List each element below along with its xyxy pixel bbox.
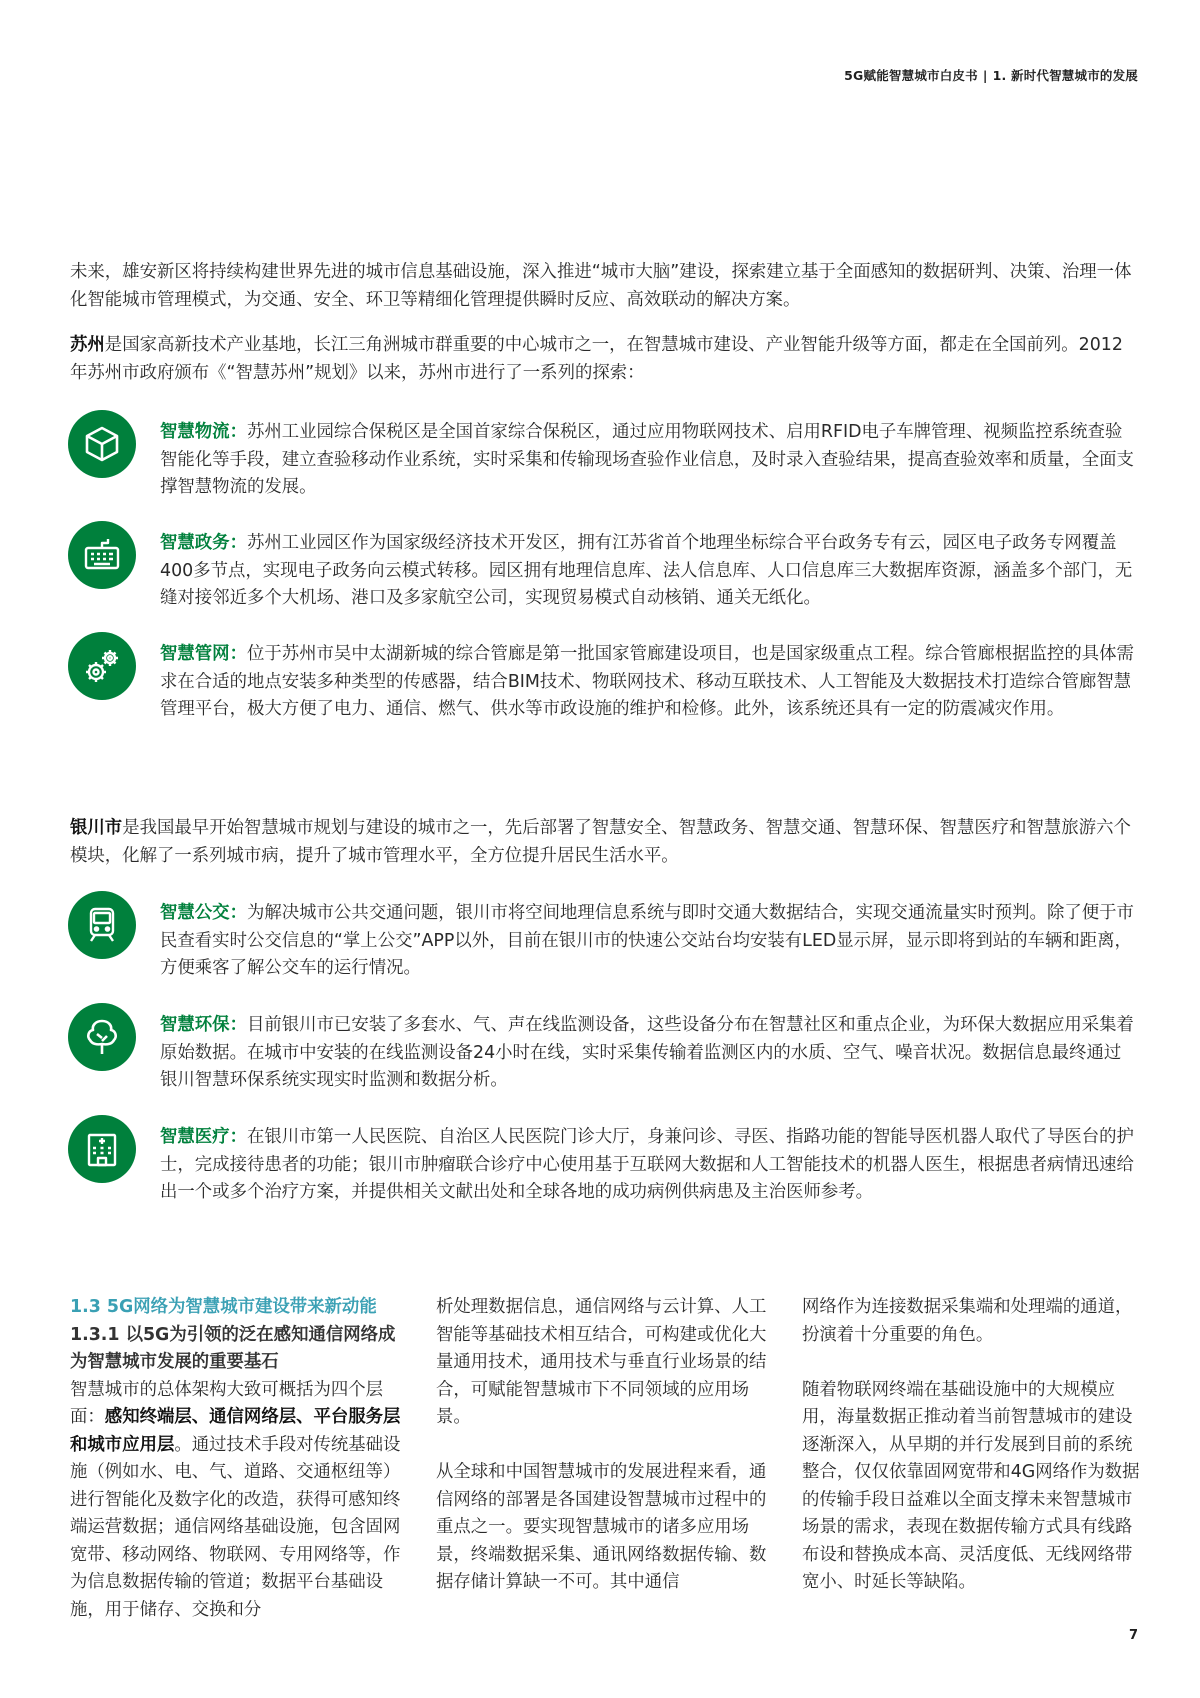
item-title: 智慧管网： — [160, 644, 247, 664]
page-number: 7 — [1128, 1628, 1138, 1643]
running-header — [844, 66, 1138, 84]
item-title: 智慧政务： — [160, 533, 247, 553]
item-body: 苏州工业园综合保税区是全国首家综合保税区，通过应用物联网技术、启用RFID电子车牌管理、视频监控系统查验智能化等手段，建立查验移动作业系统，实时采集和传输现场查验作业信息，及时录入查验结果，提高查验效率和质量，全面支撑智慧物流的发展。 — [160, 422, 1134, 497]
suzhou-paragraph — [70, 332, 1136, 387]
item-body: 为解决城市公共交通问题，银川市将空间地理信息系统与即时交通大数据结合，实现交通流量实时预判。除了便于市民查看实时公交信息的“掌上公交”APP以外，目前在银川市的快速公交站台均安装有LED显示屏，显示即将到站的车辆和距离，方便乘客了解公交车的运行情况。 — [160, 903, 1134, 978]
suzhou-text: 是国家高新技术产业基地，长江三角洲城市群重要的中心城市之一，在智慧城市建设、产业智能升级等方面，都走在全国前列。2012年苏州市政府颁布《“智慧苏州”规划》以来，苏州市进行了一系列的探索： — [70, 335, 1123, 383]
col1-text-b: 。通过技术手段对传统基础设施（例如水、电、气、道路、交通枢纽等）进行智能化及数字化的改造，获得可感知终端运营数据；通信网络基础设施，包含固网宽带、移动网络、物联网、专用网络等，作为信息数据传输的管道；数据平台基础设施，用于储存、交换和分 — [70, 1434, 401, 1620]
box-icon — [68, 410, 136, 478]
col2-paragraph-2: 从全球和中国智慧城市的发展进程来看，通信网络的部署是各国建设智慧城市过程中的重点之一。要实现智慧城市的诸多应用场景，终端数据采集、通讯网络数据传输、数据存储计算缺一不可。其中通信 — [436, 1462, 767, 1592]
item-title: 智慧物流： — [160, 422, 247, 442]
item-text — [160, 641, 1138, 724]
tree-icon — [68, 1003, 136, 1071]
item-body: 苏州工业园区作为国家级经济技术开发区，拥有江苏省首个地理坐标综合平台政务专有云，园区电子政务专网覆盖400多节点，实现电子政务向云模式转移。园区拥有地理信息库、法人信息库、人口信息库三大数据库资源，涵盖多个部门，无缝对接邻近多个大机场、港口及多家航空公司，实现贸易模式自动核销、通关无纸化。 — [160, 533, 1133, 608]
item-body: 在银川市第一人民医院、自治区人民医院门诊大厅，身兼问诊、寻医、指路功能的智能导医机器人取代了导医台的护士，完成接待患者的功能；银川市肿瘤联合诊疗中心使用基于互联网大数据和人工智能技术的机器人医生，根据患者病情迅速给出一个或多个治疗方案，并提供相关文献出处和全球各地的成功病例供病患及主治医师参考。 — [160, 1127, 1134, 1202]
item-body: 目前银川市已安装了多套水、气、声在线监测设备，这些设备分布在智慧社区和重点企业，为环保大数据应用采集着原始数据。在城市中安装的在线监测设备24小时在线，实时采集传输着监测区内的水质、空气、噪音状况。数据信息最终通过银川智慧环保系统实现实时监测和数据分析。 — [160, 1015, 1134, 1090]
section-col1-text — [70, 1377, 408, 1625]
bus-icon — [68, 891, 136, 959]
suzhou-name: 苏州 — [70, 335, 105, 355]
yinchuan-text: 是我国最早开始智慧城市规划与建设的城市之一，先后部署了智慧安全、智慧政务、智慧交通、智慧环保、智慧医疗和智慧旅游六个模块，化解了一系列城市病，提升了城市管理水平，全方位提升居民生活水平。 — [70, 818, 1131, 866]
item-title: 智慧环保： — [160, 1015, 247, 1035]
col1-text-bold: 感知终端层、通信网络层、平台服务层和城市应用层 — [70, 1407, 401, 1455]
section-title: 1.3 5G网络为智慧城市建设带来新动能 — [70, 1297, 377, 1317]
col3-paragraph-2: 随着物联网终端在基础设施中的大规模应用，海量数据正推动着当前智慧城市的建设逐渐深入，从早期的并行发展到目前的系统整合，仅仅依靠固网宽带和4G网络作为数据的传输手段日益难以全面支撑未来智慧城市场景的需求，表现在数据传输方式具有线路布设和替换成本高、灵活度低、无线网络带宽小、时延长等缺陷。 — [802, 1379, 1140, 1592]
item-text — [160, 419, 1138, 502]
yinchuan-paragraph — [70, 815, 1136, 870]
col3-paragraph-1: 网络作为连接数据采集端和处理端的通道，扮演着十分重要的角色。 — [802, 1297, 1133, 1345]
section-column-3 — [802, 1294, 1140, 1597]
item-title: 智慧公交： — [160, 903, 247, 923]
item-text — [160, 530, 1138, 613]
section-subtitle: 1.3.1 以5G为引领的泛在感知通信网络成为智慧城市发展的重要基石 — [70, 1324, 396, 1372]
col1-text-a: 智慧城市的总体架构大致可概括为四个层面： — [70, 1379, 384, 1427]
gears-icon — [68, 632, 136, 700]
item-title: 智慧医疗： — [160, 1127, 247, 1147]
yinchuan-name: 银川市 — [70, 818, 123, 838]
section-column-1 — [70, 1294, 408, 1624]
item-text — [160, 1124, 1138, 1207]
keyboard-icon — [68, 521, 136, 589]
section-column-2 — [436, 1294, 774, 1597]
header-separator: | — [982, 68, 988, 83]
item-text — [160, 900, 1138, 983]
item-body: 位于苏州市吴中太湖新城的综合管廊是第一批国家管廊建设项目，也是国家级重点工程。综合管廊根据监控的具体需求在合适的地点安装多种类型的传感器，结合BIM技术、物联网技术、移动互联技术、人工智能及大数据技术打造综合管廊智慧管理平台，极大方便了电力、通信、燃气、供水等市政设施的维护和检修。此外，该系统还具有一定的防震减灾作用。 — [160, 644, 1134, 719]
header-chapter: 1. 新时代智慧城市的发展 — [992, 68, 1138, 83]
col2-paragraph-1: 析处理数据信息，通信网络与云计算、人工智能等基础技术相互结合，可构建或优化大量通用技术，通用技术与垂直行业场景的结合，可赋能智慧城市下不同领域的应用场景。 — [436, 1297, 767, 1427]
item-text — [160, 1012, 1138, 1095]
header-doc-title: 5G赋能智慧城市白皮书 — [844, 68, 978, 83]
intro-paragraph: 未来，雄安新区将持续构建世界先进的城市信息基础设施，深入推进“城市大脑”建设，探索建立基于全面感知的数据研判、决策、治理一体化智能城市管理模式，为交通、安全、环卫等精细化管理提供瞬时反应、高效联动的解决方案。 — [70, 262, 1132, 310]
hospital-icon — [68, 1115, 136, 1183]
